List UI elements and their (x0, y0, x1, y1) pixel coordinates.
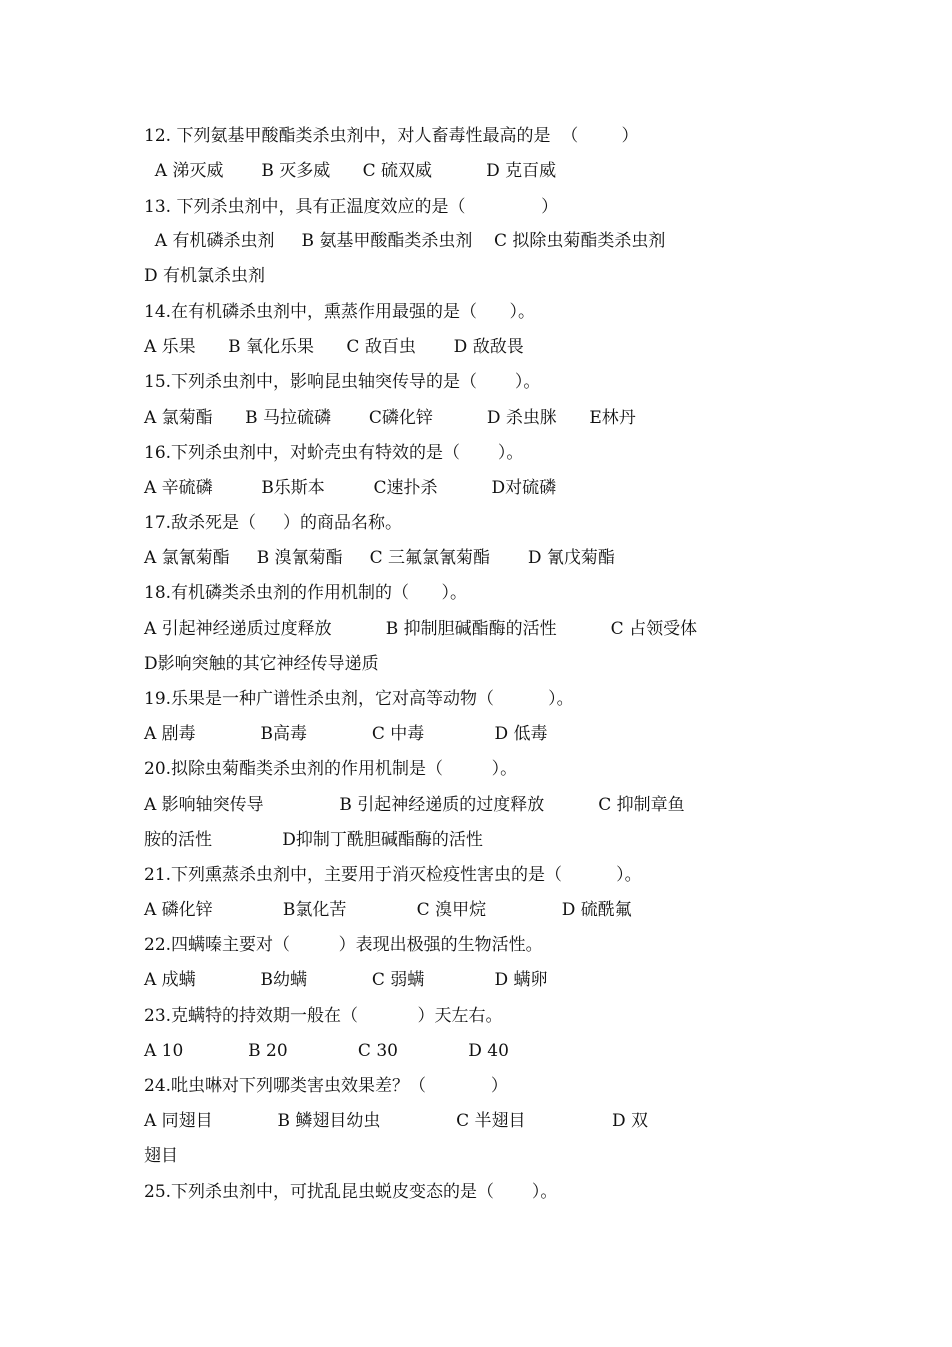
question-18: 18.有机磷类杀虫剂的作用机制的（ ）。 (144, 583, 467, 603)
question-21: 21.下列熏蒸杀虫剂中，主要用于消灭检疫性害虫的是（ ）。 (144, 865, 642, 885)
options-18-cont: D影响突触的其它神经传导递质 (144, 654, 379, 674)
options-13-cont: D 有机氯杀虫剂 (144, 266, 266, 286)
options-15: A 氯菊酯 B 马拉硫磷 C磷化锌 D 杀虫脒 E林丹 (144, 408, 636, 428)
options-24-cont: 翅目 (144, 1146, 178, 1166)
options-22: A 成螨 B幼螨 C 弱螨 D 螨卵 (144, 970, 548, 990)
question-16: 16.下列杀虫剂中，对蚧壳虫有特效的是（ ）。 (144, 443, 524, 463)
question-13: 13. 下列杀虫剂中，具有正温度效应的是（ ） (144, 197, 559, 217)
options-18: A 引起神经递质过度释放 B 抑制胆碱酯酶的活性 C 占领受体 (144, 619, 698, 639)
question-17: 17.敌杀死是（ ）的商品名称。 (144, 513, 403, 533)
options-24: A 同翅目 B 鳞翅目幼虫 C 半翅目 D 双 (144, 1111, 648, 1131)
options-20: A 影响轴突传导 B 引起神经递质的过度释放 C 抑制章鱼 (144, 795, 685, 815)
question-19: 19.乐果是一种广谱性杀虫剂，它对高等动物（ ）。 (144, 689, 574, 709)
options-21: A 磷化锌 B氯化苦 C 溴甲烷 D 硫酰氟 (144, 900, 632, 920)
question-12: 12. 下列氨基甲酸酯类杀虫剂中，对人畜毒性最高的是 （ ） (144, 126, 639, 146)
options-14: A 乐果 B 氧化乐果 C 敌百虫 D 敌敌畏 (144, 337, 524, 357)
question-23: 23.克螨特的持效期一般在（ ）天左右。 (144, 1006, 503, 1026)
options-16: A 辛硫磷 B乐斯本 C速扑杀 D对硫磷 (144, 478, 557, 498)
options-23: A 10 B 20 C 30 D 40 (144, 1041, 509, 1061)
question-20: 20.拟除虫菊酯类杀虫剂的作用机制是（ ）。 (144, 759, 518, 779)
options-12: A 涕灭威 B 灭多威 C 硫双威 D 克百威 (144, 161, 557, 181)
question-15: 15.下列杀虫剂中，影响昆虫轴突传导的是（ ）。 (144, 372, 541, 392)
options-19: A 剧毒 B高毒 C 中毒 D 低毒 (144, 724, 548, 744)
question-24: 24.吡虫啉对下列哪类害虫效果差？（ ） (144, 1076, 508, 1096)
options-17: A 氯氰菊酯 B 溴氰菊酯 C 三氟氯氰菊酯 D 氰戊菊酯 (144, 548, 615, 568)
question-25: 25.下列杀虫剂中，可扰乱昆虫蜕皮变态的是（ ）。 (144, 1182, 558, 1202)
options-20-cont: 胺的活性 D抑制丁酰胆碱酯酶的活性 (144, 830, 483, 850)
question-14: 14.在有机磷杀虫剂中，熏蒸作用最强的是（ ）。 (144, 302, 535, 322)
question-22: 22.四螨嗪主要对（ ）表现出极强的生物活性。 (144, 935, 543, 955)
options-13: A 有机磷杀虫剂 B 氨基甲酸酯类杀虫剂 C 拟除虫菊酯类杀虫剂 (144, 231, 666, 251)
